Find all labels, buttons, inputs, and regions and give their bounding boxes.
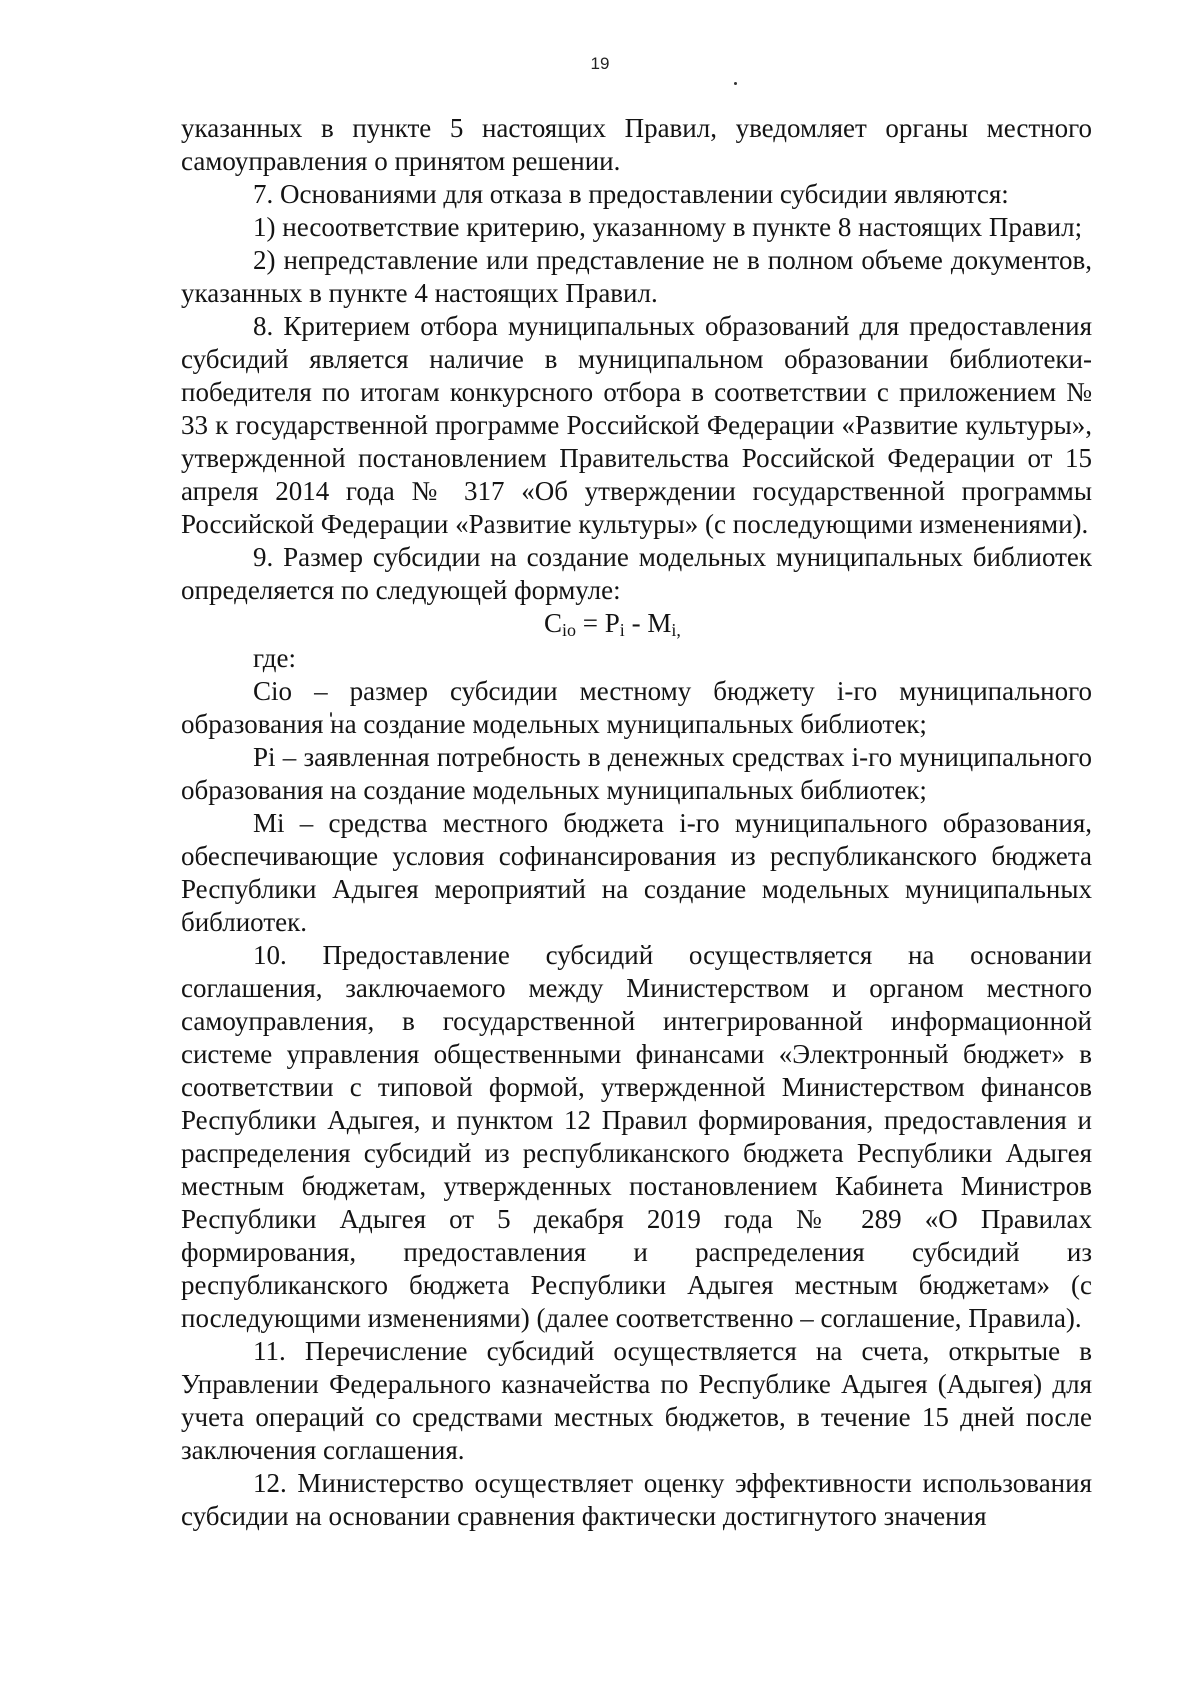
formula-p-sub: i [619,620,625,640]
definition: Сio – размер субсидии местному бюджету i-го муниципального образования на создание модельных муниципальных библиотек; [181,676,1092,739]
paragraph: 7. Основаниями для отказа в предоставлении субсидии являются: [253,179,1009,209]
definition: Mi – средства местного бюджета i-го муниципального образования, обеспечивающие условия софинансирования из республиканского бюджета Республики Адыгея мероприятий на создание модельных муниципальных библиотек. [181,808,1092,937]
list-item: 1) несоответствие критерию, указанному в пункте 8 настоящих Правил; [253,212,1083,242]
formula-m: M [647,608,672,638]
formula-lhs: C [544,608,563,638]
formula-lhs-sub: io [562,620,577,640]
formula-p: P [604,608,620,638]
paragraph: 10. Предоставление субсидий осуществляется на основании соглашения, заключаемого между Министерством и органом местного самоуправления, в государственной интегрированной информационной системе управления общественными финансами «Электронный бюджет» в соответствии с типовой формой, утвержденной Министерством финансов Республики Адыгея, и пунктом 12 Правил формирования, предоставления и распределения субсидий из республиканского бюджета Республики Адыгея местным бюджетам, утвержденных постановлением Кабинета Министров Республики Адыгея от 5 декабря 2019 года № 289 «О Правилах формирования, предоставления и распределения субсидий из республиканского бюджета Республики Адыгея местным бюджетам» (с последующими изменениями) (далее соответственно – соглашение, Правила). [181,940,1092,1333]
where-label: где: [253,643,296,673]
formula-minus: - [624,608,648,638]
formula [181,607,1092,640]
formula-equals: = [576,608,605,638]
page-number: 19 [590,54,610,73]
paragraph: 11. Перечисление субсидий осуществляется на счета, открытые в Управлении Федерального казначейства по Республике Адыгея (Адыгея) для учета операций со средствами местных бюджетов, в течение 15 дней после заключения соглашения. [181,1336,1092,1465]
paragraph: указанных в пункте 5 настоящих Правил, уведомляет органы местного самоуправления о принятом решении. [181,113,1092,176]
paragraph: 9. Размер субсидии на создание модельных муниципальных библиотек определяется по следующей формуле: [181,542,1092,605]
formula-m-sub: i, [671,620,681,640]
definition: Pi – заявленная потребность в денежных средствах i-го муниципального образования на создание модельных муниципальных библиотек; [181,742,1092,805]
paragraph: 8. Критерием отбора муниципальных образований для предоставления субсидий является наличие в муниципальном образовании библиотеки-победителя по итогам конкурсного отбора в соответствии с приложением № 33 к государственной программе Российской Федерации «Развитие культуры», утвержденной постановлением Правительства Российской Федерации от 15 апреля 2014 года № 317 «Об утверждении государственной программы Российской Федерации «Развитие культуры» (с последующими изменениями). [181,311,1092,539]
list-item: 2) непредставление или представление не в полном объеме документов, указанных в пункте 4 настоящих Правил. [181,245,1092,308]
scan-speck [734,82,737,85]
paragraph: 12. Министерство осуществляет оценку эффективности использования субсидии на основании сравнения фактически достигнутого значения [181,1468,1092,1531]
document-body [181,112,1092,1533]
